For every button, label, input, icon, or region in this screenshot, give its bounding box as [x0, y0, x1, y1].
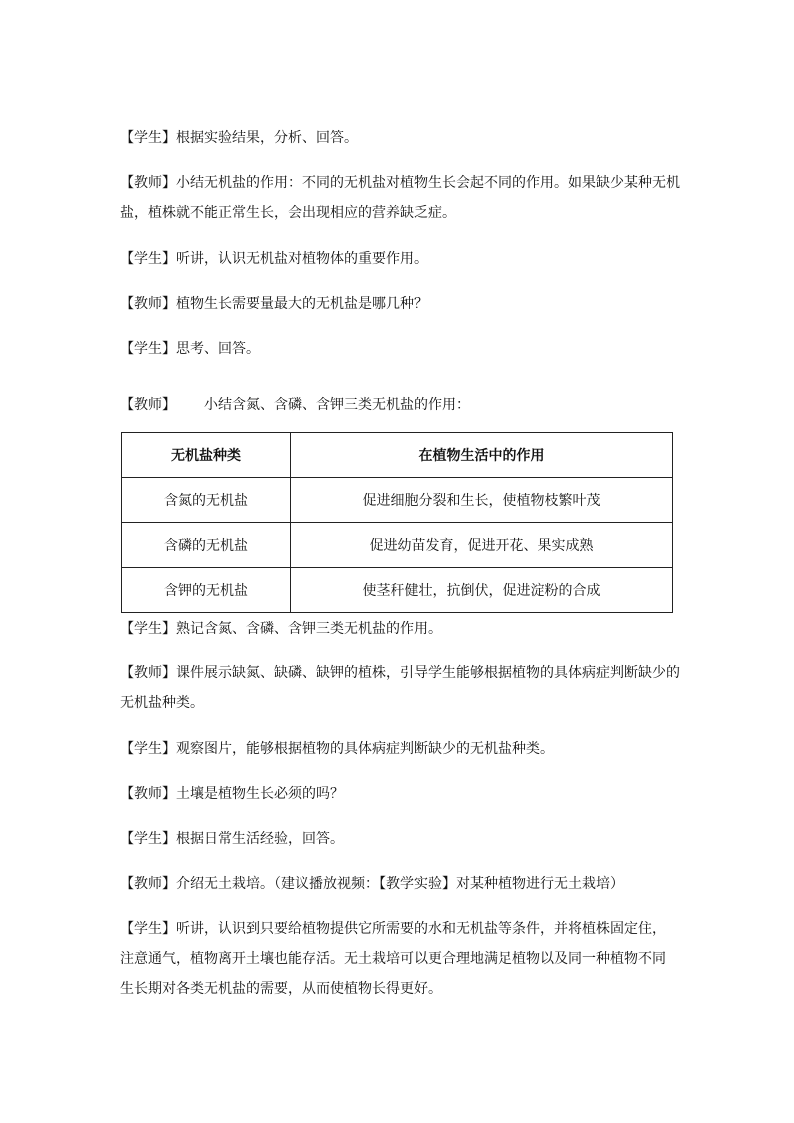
table-row [122, 523, 673, 568]
table-cell: 使茎秆健壮，抗倒伏，促进淀粉的合成 [291, 568, 673, 613]
paragraph-line: 【学生】根据日常生活经验，回答。 [120, 831, 344, 847]
paragraph-teacher-3 [120, 658, 680, 718]
table-header-row [122, 433, 673, 478]
paragraph-teacher-4 [120, 779, 680, 809]
paragraph-line: 【教师】课件展示缺氮、缺磷、缺钾的植株，引导学生能够根据植物的具体病症判断缺少的 [120, 665, 680, 681]
paragraph-line: 【学生】思考、回答。 [120, 341, 260, 357]
paragraph-line: 【教师】植物生长需要量最大的无机盐是哪几种？ [120, 296, 428, 312]
paragraph-line: 【学生】听讲，认识到只要给植物提供它所需要的水和无机盐等条件，并将植株固定住， [120, 921, 666, 937]
table-cell: 促进幼苗发育，促进开花、果实成熟 [291, 523, 673, 568]
table-header-cell: 在植物生活中的作用 [291, 433, 673, 478]
table-cell: 含氮的无机盐 [122, 478, 291, 523]
table-row [122, 478, 673, 523]
table-cell: 含磷的无机盐 [122, 523, 291, 568]
paragraph-student-6 [120, 824, 680, 854]
paragraph-line: 【学生】根据实验结果，分析、回答。 [120, 130, 358, 146]
paragraph-student-4 [120, 614, 680, 644]
table-intro-role: 【教师】 [120, 397, 176, 413]
paragraph-line: 盐，植株就不能正常生长，会出现相应的营养缺乏症。 [120, 205, 456, 221]
paragraph-teacher-2 [120, 289, 680, 319]
paragraph-student-3 [120, 334, 680, 364]
paragraph-line: 【学生】熟记含氮、含磷、含钾三类无机盐的作用。 [120, 621, 442, 637]
paragraph-line: 【学生】观察图片，能够根据植物的具体病症判断缺少的无机盐种类。 [120, 741, 554, 757]
table-header-cell: 无机盐种类 [122, 433, 291, 478]
paragraph-student-2 [120, 244, 680, 274]
mineral-salt-table [121, 432, 673, 613]
paragraph-line: 无机盐种类。 [120, 695, 204, 711]
paragraph-line: 【教师】小结无机盐的作用：不同的无机盐对植物生长会起不同的作用。如果缺少某种无机 [120, 175, 680, 191]
table-intro [120, 390, 680, 420]
table-row [122, 568, 673, 613]
paragraph-teacher-5 [120, 869, 680, 899]
table-cell: 促进细胞分裂和生长，使植物枝繁叶茂 [291, 478, 673, 523]
paragraph-line: 注意通气，植物离开土壤也能存活。无土栽培可以更合理地满足植物以及同一种植物不同 [120, 951, 666, 967]
paragraph-student-1 [120, 123, 680, 153]
paragraph-line: 【教师】介绍无土栽培。（建议播放视频：【教学实验】对某种植物进行无土栽培） [120, 876, 624, 892]
paragraph-line: 【教师】土壤是植物生长必须的吗？ [120, 786, 344, 802]
paragraph-line: 生长期对各类无机盐的需要，从而使植物长得更好。 [120, 981, 442, 997]
paragraph-student-7 [120, 914, 680, 1004]
table-cell: 含钾的无机盐 [122, 568, 291, 613]
paragraph-line: 【学生】听讲，认识无机盐对植物体的重要作用。 [120, 251, 428, 267]
table-intro-text: 小结含氮、含磷、含钾三类无机盐的作用： [204, 397, 470, 413]
paragraph-student-5 [120, 734, 680, 764]
paragraph-teacher-1 [120, 168, 680, 228]
